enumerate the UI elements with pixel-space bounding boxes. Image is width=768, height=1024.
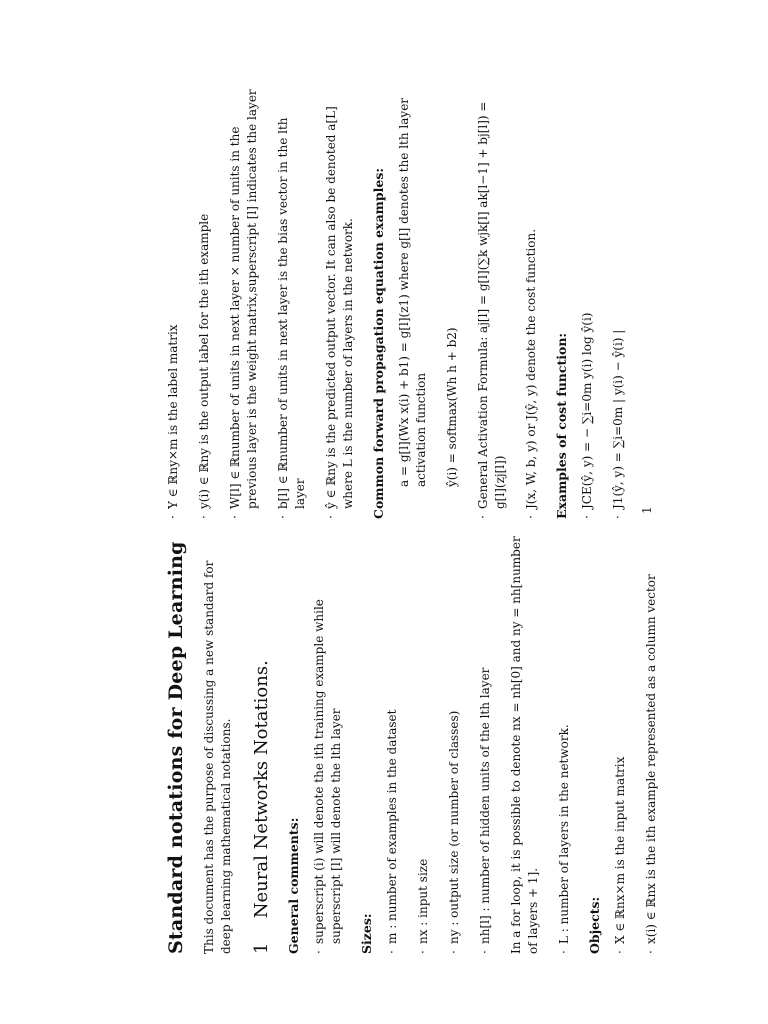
bullet-dot: · xyxy=(385,950,399,954)
forward-cost-note xyxy=(523,89,540,519)
size-item-nx xyxy=(415,529,432,954)
size-L-text: L : number of layers in the network. xyxy=(557,724,571,944)
size-item-m xyxy=(384,529,401,954)
section-number: 1 xyxy=(251,942,272,954)
bullet-dot: · xyxy=(611,515,625,519)
size-m-text: m : number of examples in the dataset xyxy=(385,709,399,944)
object-X-text: X ∈ ℝnx×m is the input matrix xyxy=(613,756,627,944)
forward-eq-a: a = g[l](Wx x(i) + b1) = g[l](z1) where g[l] denotes the lth layer activation function xyxy=(397,97,428,487)
object-b-text: b[l] ∈ ℝnumber of units in next layer is the bias vector in the lth layer xyxy=(276,117,307,509)
section-title: Neural Networks Notations. xyxy=(251,660,272,919)
bullet-dot: · xyxy=(228,515,242,519)
objects-heading: Objects: xyxy=(587,896,602,954)
cost-l1-text: J1(ŷ, y) = ∑i=0m | y(i) − ŷ(i) | xyxy=(611,329,625,509)
object-x-text: x(i) ∈ ℝnx is the ith example represented as a column vector xyxy=(644,574,658,944)
document-title: Standard notations for Deep Learning xyxy=(165,541,187,954)
object-item-b xyxy=(275,89,309,519)
forward-general-formula xyxy=(475,89,509,519)
bullet-dot: · xyxy=(416,950,430,954)
size-loop-note: In a for loop, it is possible to denote nx = nh[0] and ny = nh[number of layers + 1]. xyxy=(509,536,540,954)
bullet-dot: · xyxy=(613,950,627,954)
page-number: 1 xyxy=(640,506,654,514)
object-item-yhat xyxy=(323,89,357,519)
object-W-text: W[l] ∈ ℝnumber of units in next layer × number of units in the previous layer is the weight matrix,superscript [l] indicates the layer xyxy=(228,89,259,509)
bullet-dot: · xyxy=(524,515,538,519)
bullet-dot: · xyxy=(580,515,594,519)
bullet-dot: · xyxy=(166,515,180,519)
general-comments-heading: General comments: xyxy=(286,817,301,954)
section-heading xyxy=(251,529,272,954)
size-item-L xyxy=(556,529,573,954)
object-item-Y xyxy=(165,89,182,519)
cost-examples-heading: Examples of cost function: xyxy=(554,332,569,519)
object-item-W xyxy=(227,89,261,519)
size-nh-text: nh[l] : number of hidden units of the lth layer xyxy=(478,667,492,944)
bullet-dot: · xyxy=(276,515,290,519)
bullet-dot: · xyxy=(476,515,490,519)
bullet-dot: · xyxy=(197,515,211,519)
size-item-nh xyxy=(477,529,494,954)
object-item-X xyxy=(612,529,629,954)
bullet-dot: · xyxy=(478,950,492,954)
cost-ce-text: JCE(ŷ, y) = − ∑i=0m y(i) log ŷ(i) xyxy=(580,312,594,509)
forward-propagation-heading: Common forward propagation equation examples: xyxy=(371,167,386,519)
intro-paragraph: This document has the purpose of discussing a new standard for deep learning mathematical notations. xyxy=(202,560,233,954)
general-comment-text: superscript (i) will denote the ith training example while superscript [l] will denote the lth layer xyxy=(312,599,343,944)
object-yhat-text: ŷ ∈ ℝny is the predicted output vector. It can also be denoted a[L] where L is the number of layers in the network. xyxy=(324,106,355,509)
bullet-dot: · xyxy=(324,515,338,519)
bullet-dot: · xyxy=(447,950,461,954)
sizes-heading: Sizes: xyxy=(359,913,374,954)
general-comment-item xyxy=(311,529,345,954)
forward-general-text: General Activation Formula: aj[l] = g[l](∑k wjk[l] ak[l−1] + bj[l]) = g[l](zj[l]) xyxy=(476,101,507,509)
cost-item-l1 xyxy=(610,89,627,519)
object-item-y xyxy=(196,89,213,519)
left-column xyxy=(165,529,674,954)
forward-eq-yhat: ŷ(i) = softmax(Wh h + b2) xyxy=(445,327,459,487)
cost-item-ce xyxy=(579,89,596,519)
bullet-dot: · xyxy=(644,950,658,954)
object-y-text: y(i) ∈ ℝny is the output label for the ith example xyxy=(197,213,211,509)
size-nx-text: nx : input size xyxy=(416,858,430,944)
bullet-dot: · xyxy=(312,950,326,954)
bullet-dot: · xyxy=(557,950,571,954)
object-Y-text: Y ∈ ℝny×m is the label matrix xyxy=(166,324,180,509)
size-item-ny xyxy=(446,529,463,954)
size-ny-text: ny : output size (or number of classes) xyxy=(447,710,461,944)
forward-cost-text: J(x, W, b, y) or J(ŷ, y) denote the cost function. xyxy=(524,228,538,509)
right-column xyxy=(165,89,641,519)
object-item-x xyxy=(643,529,660,954)
